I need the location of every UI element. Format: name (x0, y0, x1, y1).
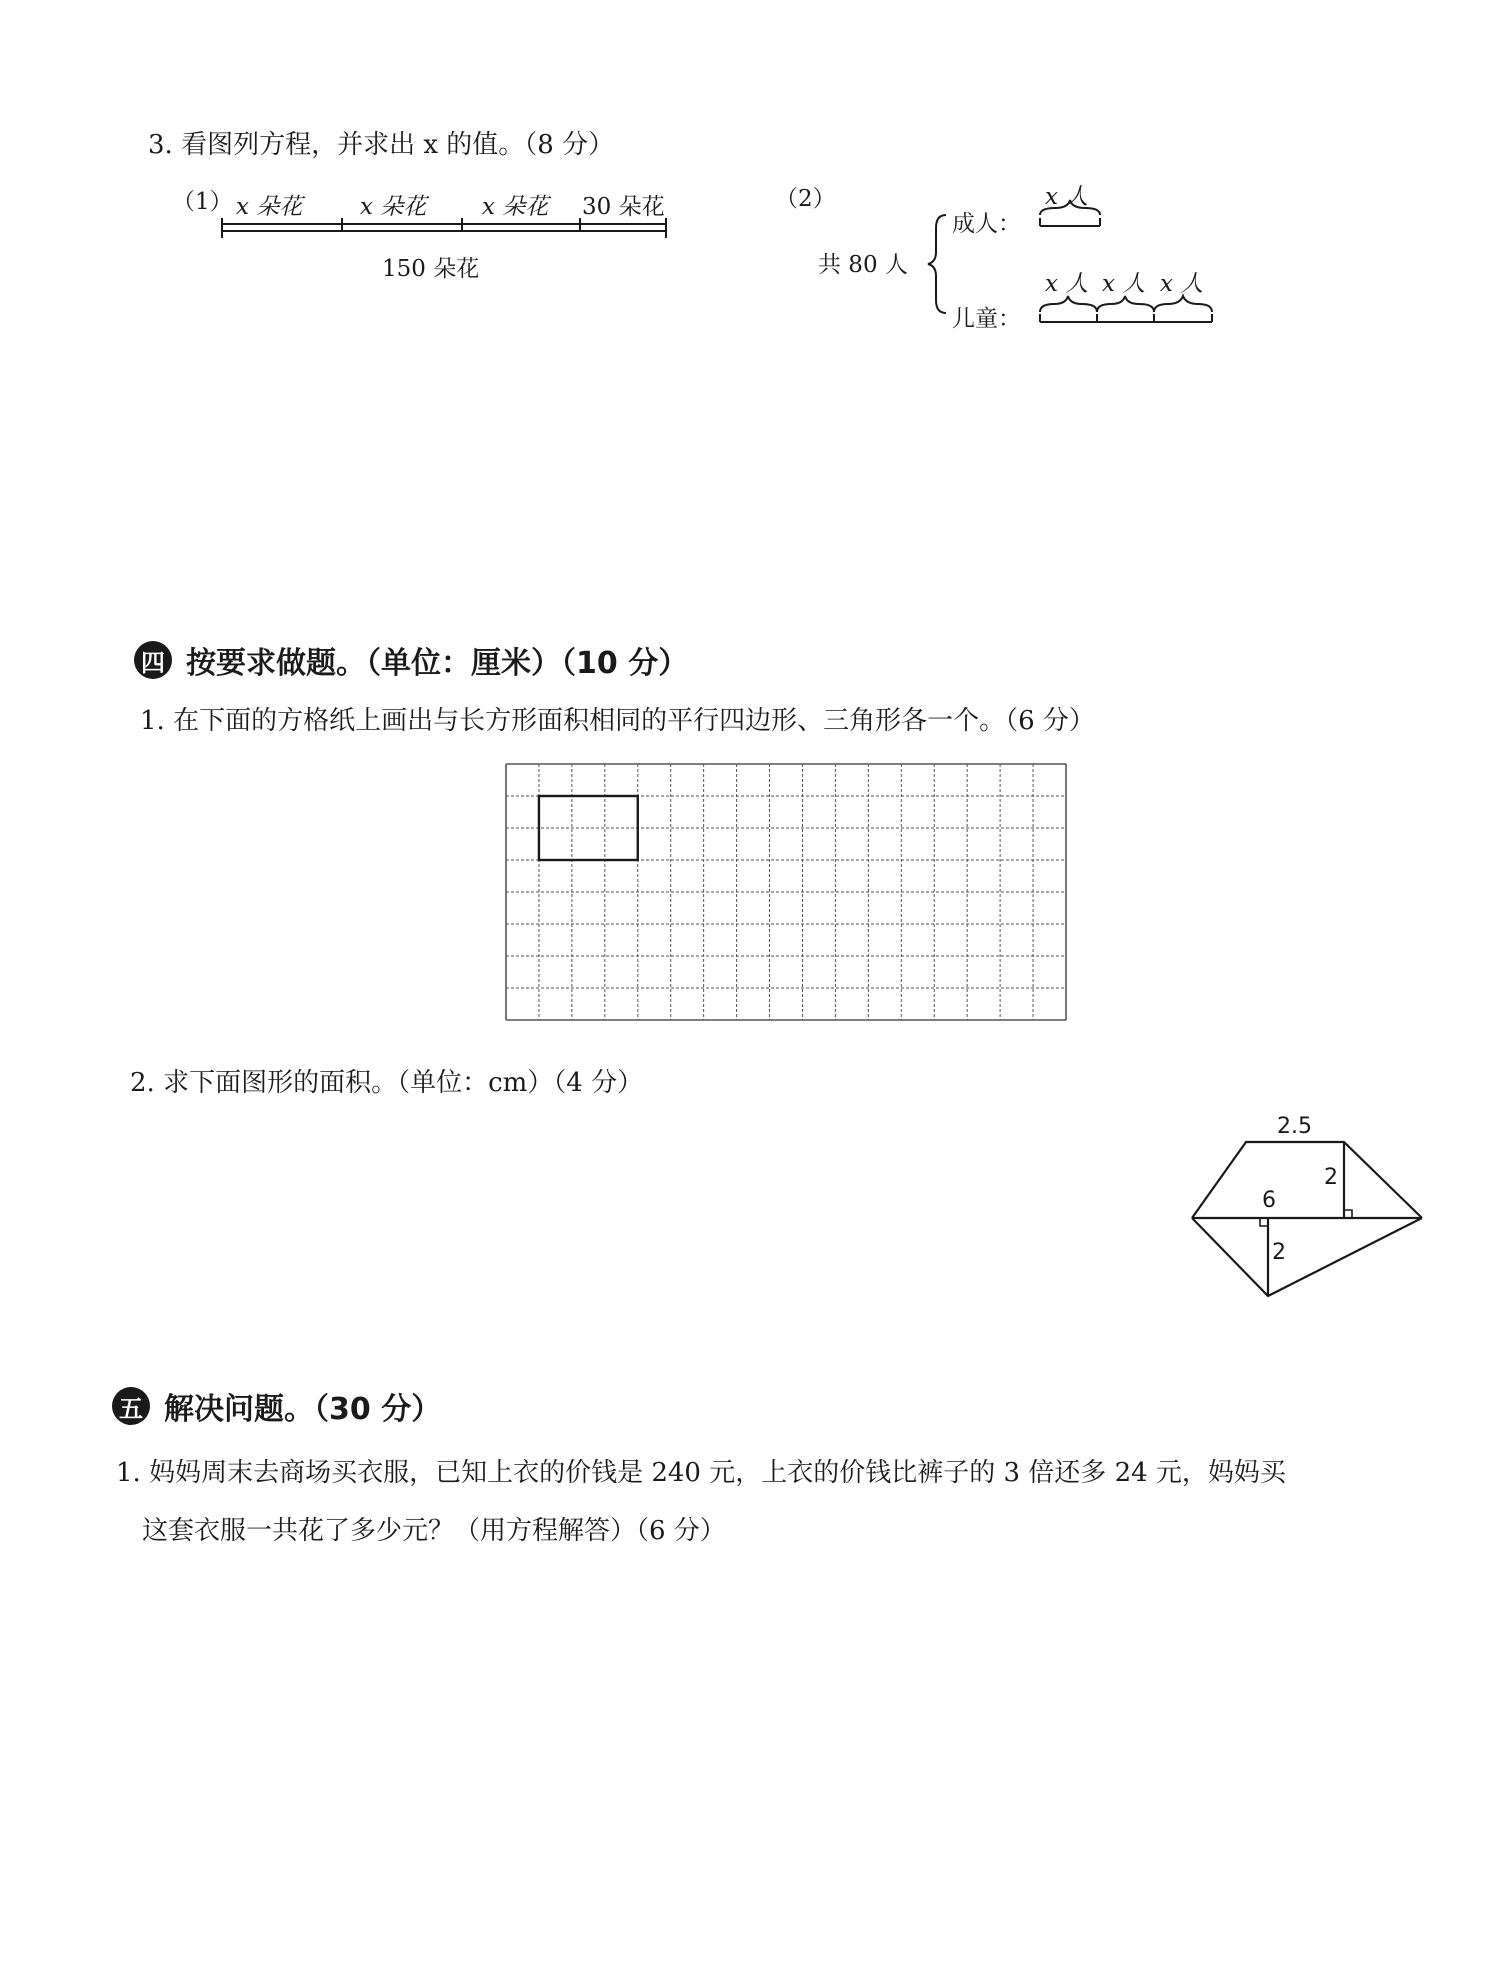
q3-part2-child-label: 儿童： (952, 306, 1021, 332)
q3-part1-seg3: x 朵花 (482, 194, 549, 220)
q3-part2-brace-diagram (0, 0, 1500, 340)
q3-part1-total: 150 朵花 (382, 256, 480, 282)
section5-q1-line1: 1. 妈妈周末去商场买衣服，已知上衣的价钱是 240 元，上衣的价钱比裤子的 3 倍还多 24 元，妈妈买 (116, 1458, 1286, 1488)
q3-part2-adult-label: 成人： (952, 211, 1021, 237)
section4-title: 按要求做题。（单位：厘米）（10 分） (186, 646, 689, 681)
section4-q1: 1. 在下面的方格纸上画出与长方形面积相同的平行四边形、三角形各一个。（6 分） (140, 706, 1095, 736)
composite-figure (1180, 1110, 1440, 1310)
figure-label-height-bottom: 2 (1272, 1240, 1286, 1265)
section5-heading (112, 1384, 441, 1428)
section4-q2: 2. 求下面图形的面积。（单位：cm）（4 分） (130, 1068, 644, 1098)
q3-part2-child-seg3: x 人 (1160, 271, 1204, 297)
q3-part2-adult-seg: x 人 (1045, 184, 1089, 210)
q3-part2-child-seg2: x 人 (1102, 271, 1146, 297)
q3-part2-child-seg1: x 人 (1045, 271, 1089, 297)
q3-part1-label: （1） (172, 189, 233, 215)
q3-part1-seg4: 30 朵花 (582, 194, 665, 220)
section5-badge: 五 (112, 1387, 150, 1425)
section5-title: 解决问题。（30 分） (164, 1392, 442, 1427)
section5-q1-line2: 这套衣服一共花了多少元？（用方程解答）（6 分） (142, 1516, 726, 1546)
figure-label-height-top: 2 (1324, 1165, 1338, 1190)
figure-label-diagonal: 6 (1262, 1188, 1276, 1213)
q3-part2-total: 共 80 人 (818, 252, 908, 278)
q3-part1-seg2: x 朵花 (360, 194, 427, 220)
q3-title: 3. 看图列方程，并求出 x 的值。（8 分） (148, 130, 615, 160)
q3-part2-label: （2） (775, 186, 836, 212)
q3-part1-seg1: x 朵花 (236, 194, 303, 220)
square-grid-paper[interactable] (506, 764, 1066, 1020)
section4-heading (134, 638, 688, 682)
section4-badge: 四 (134, 641, 172, 679)
figure-label-top: 2.5 (1277, 1114, 1312, 1139)
